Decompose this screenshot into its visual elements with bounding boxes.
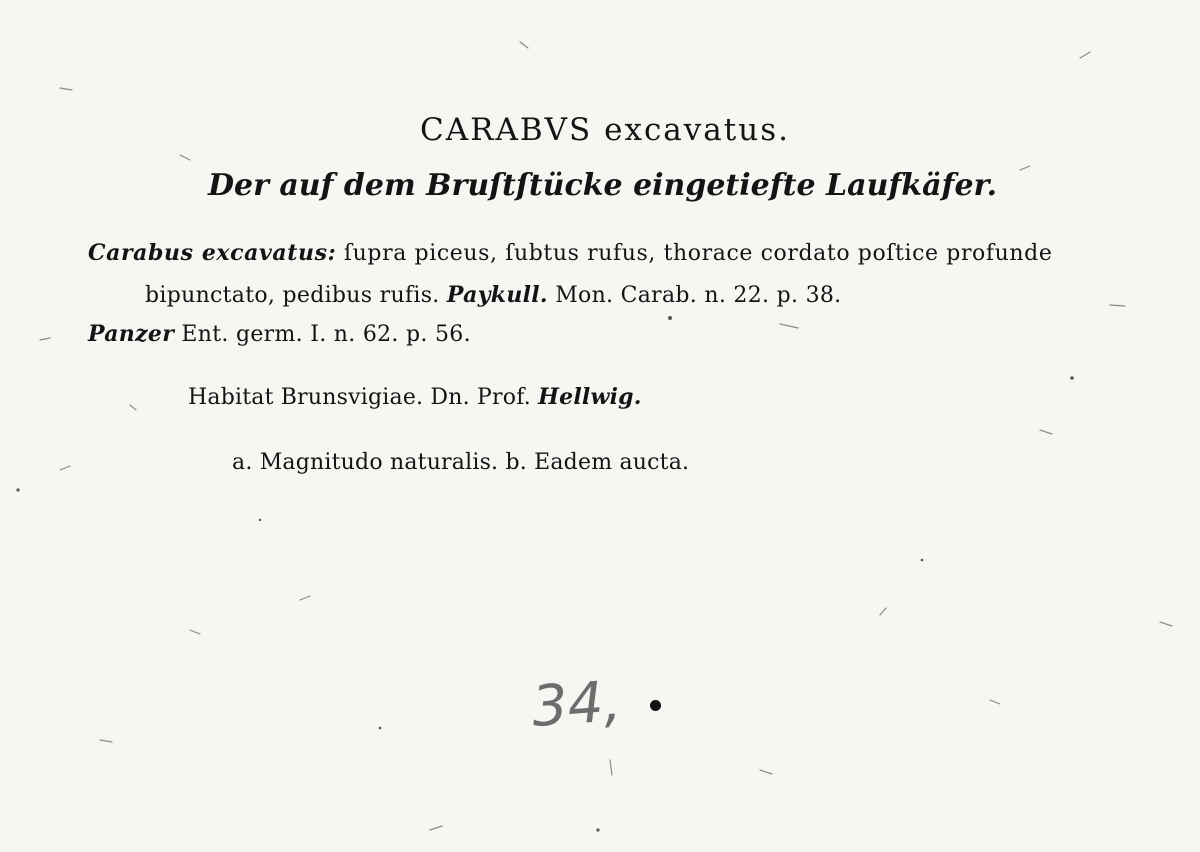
collector-name: Hellwig. [538,384,642,410]
reference-paykull: Mon. Carab. n. 22. p. 38. [547,283,842,308]
page-title: CARABVS excavatus. [420,112,790,148]
description-line-2 [145,282,841,308]
habitat-line [188,384,642,410]
handwritten-number: 34, [529,668,624,741]
description-line-3 [88,321,471,347]
figure-legend: a. Magnitudo naturalis. b. Eadem aucta. [232,450,690,475]
description-text-1: ſupra piceus, ſubtus rufus, thorace cordato poſtice profunde [336,241,1053,266]
description-line-1 [88,240,1052,266]
species-name: Carabus excavatus: [88,240,337,266]
german-subtitle: Der auf dem Bruſtſtücke eingetiefte Laufkäfer. [207,168,998,203]
author-paykull: Paykull. [446,282,548,308]
habitat-text: Habitat Brunsvigiae. Dn. Prof. [188,385,539,410]
ink-dot [650,700,661,711]
reference-panzer: Ent. germ. I. n. 62. p. 56. [174,322,471,347]
author-panzer: Panzer [88,321,175,347]
description-text-2: bipunctato, pedibus rufis. [145,283,447,308]
